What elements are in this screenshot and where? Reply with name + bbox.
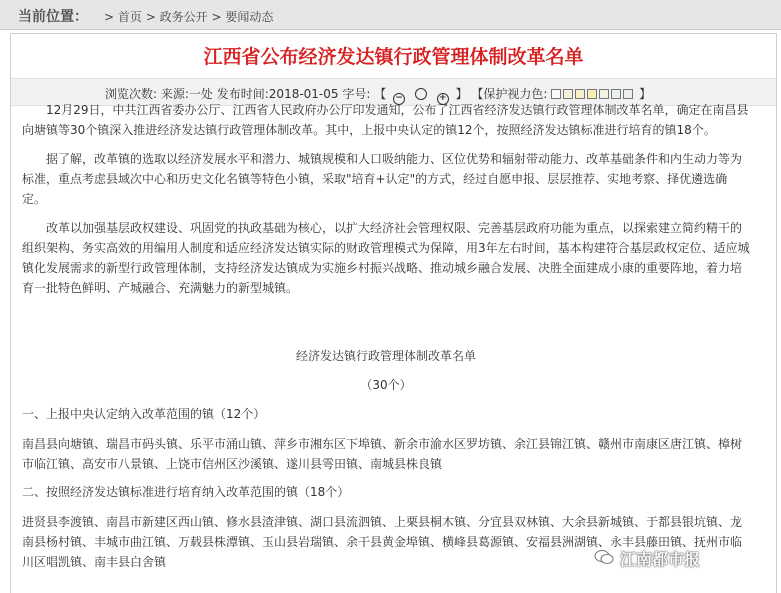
breadcrumb	[104, 8, 273, 25]
section1-list: 南昌县向塘镇、瑞昌市码头镇、乐平市涌山镇、萍乡市湘东区下埠镇、新余市渝水区罗坊镇、余江县锦江镇、赣州市南康区唐江镇、樟树市临江镇、高安市八景镇、上饶市信州区沙溪镇、遂川县雩田镇、南城县株良镇	[22, 437, 743, 471]
paragraph: 改革以加强基层政权建设、巩固党的执政基础为核心，以扩大经济社会管理权限、完善基层政府功能为重点，以探索建立简约精干的组织架构、务实高效的用编用人制度和适应经济发达镇实际的财政管理模式为保障，用3年左右时间，基本构建符合基层政权定位、适应城镇化发展需求的新型行政管理体制，支持经济发达镇成为实施乡村振兴战略、推动城乡融合发展、决胜全面建成小康的重要阵地，着力培育一批特色鲜明、产城融合、充满魅力的新型城镇。	[22, 221, 750, 295]
eye-care-swatch-1[interactable]	[563, 89, 573, 99]
view-count-label: 浏览次数:	[105, 87, 158, 101]
section1-heading: 一、上报中央认定纳入改革范围的镇（12个）	[22, 407, 266, 421]
eye-care-swatch-5[interactable]	[611, 89, 621, 99]
breadcrumb-sep: >	[145, 10, 156, 24]
eye-care-label: 【保护视力色:	[471, 87, 548, 101]
font-size-label: 字号:	[342, 87, 371, 101]
breadcrumb-label: 当前位置：	[18, 9, 88, 25]
list-title: 经济发达镇行政管理体制改革名单	[295, 349, 476, 363]
breadcrumb-home-link[interactable]: 首页	[117, 10, 142, 24]
eye-care-swatch-4[interactable]	[599, 89, 609, 99]
paragraph: 据了解，改革镇的选取以经济发展水平和潜力、城镇规模和人口吸纳能力、区位优势和辐射带动能力、改革基础条件和内生动力等为标准，重点考虑县域次中心和历史文化名镇等特色小镇，采取"培育+认定"的方式，经过自愿申报、层层推荐、实地考察、择优遴选确定。	[22, 152, 743, 206]
section2-list: 进贤县李渡镇、南昌市新建区西山镇、修水县渣津镇、湖口县流泗镇、上栗县桐木镇、分宜县双林镇、大余县新城镇、于都县银坑镇、龙南县杨村镇、丰城市曲江镇、万载县株潭镇、玉山县岩瑞镇、余干县黄金埠镇、横峰县葛源镇、安福县洲湖镇、永丰县藤田镇、抚州市临川区唱凯镇、南丰县白舍镇	[22, 515, 743, 569]
wechat-icon	[594, 549, 614, 565]
section2-heading: 二、按照经济发达镇标准进行培育纳入改革范围的镇（18个）	[22, 485, 350, 499]
source-label: 来源:一处	[160, 87, 213, 101]
eye-care-swatch-6[interactable]	[623, 89, 633, 99]
eye-care-swatch-2[interactable]	[575, 89, 585, 99]
eye-care-swatch-3[interactable]	[587, 89, 597, 99]
bracket-open: 【	[374, 87, 387, 101]
list-count: （30个）	[360, 378, 412, 392]
watermark-text: 江南都市报	[620, 550, 701, 569]
reset-size-icon[interactable]	[415, 88, 427, 100]
zoom-in-icon[interactable]: +	[437, 93, 449, 105]
eye-care-swatch-0[interactable]	[551, 89, 561, 99]
breadcrumb-news-link[interactable]: 要闻动态	[225, 10, 274, 24]
article-body	[22, 100, 750, 307]
breadcrumb-govinfo-link[interactable]: 政务公开	[159, 10, 208, 24]
publish-time: 发布时间:2018-01-05	[216, 87, 339, 101]
eye-care-swatches	[551, 87, 635, 101]
article-title: 江西省公布经济发达镇行政管理体制改革名单	[203, 46, 584, 68]
bracket-close: 】	[455, 87, 468, 101]
breadcrumb-sep: >	[211, 10, 222, 24]
zoom-out-icon[interactable]: −	[393, 93, 405, 105]
paragraph: 12月29日，中共江西省委办公厅、江西省人民政府办公厅印发通知，公布了江西省经济发达镇行政管理体制改革名单，确定在南昌县向塘镇等30个镇深入推进经济发达镇行政管理体制改革。其中，上报中央认定的镇12个，按照经济发达镇标准进行培育的镇18个。	[22, 103, 749, 137]
breadcrumb-sep: >	[104, 10, 115, 24]
bracket-close: 】	[639, 87, 652, 101]
breadcrumb-bar	[0, 0, 781, 30]
